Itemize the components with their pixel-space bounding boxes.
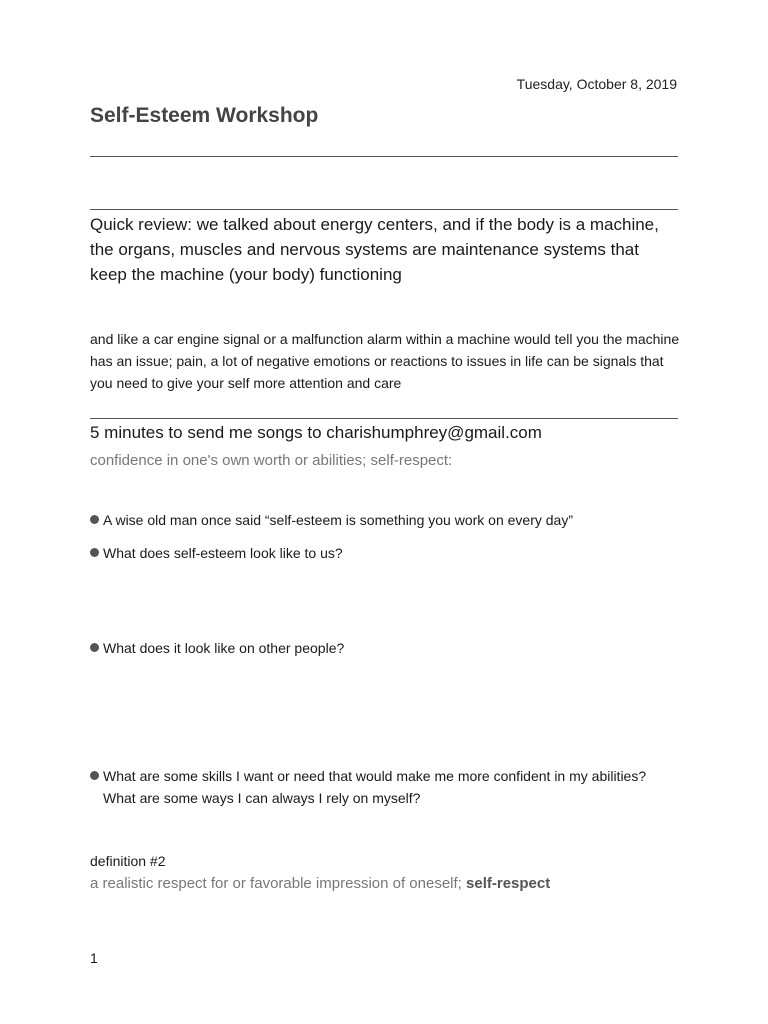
divider-line	[90, 209, 678, 210]
definition-two-label: definition #2	[90, 853, 166, 869]
divider-line	[90, 156, 678, 157]
songs-note: 5 minutes to send me songs to charishumphrey@gmail.com	[90, 423, 542, 442]
quick-review-paragraph: Quick review: we talked about energy centers, and if the body is a machine, the organs, muscles and nervous systems are maintenance systems that keep the machine (your body) functioning	[90, 215, 659, 284]
document-title: Self-Esteem Workshop	[90, 104, 319, 127]
definition-two-emphasis: self-respect	[466, 875, 551, 892]
bullet-text: A wise old man once said “self-esteem is something you work on every day”	[103, 512, 573, 528]
bullet-dot-icon	[90, 771, 99, 780]
bullet-text: What are some skills I want or need that would make me more confident in my abilities? What are some ways I can always I rely on myself?	[103, 768, 647, 806]
bullet-text: What does self-esteem look like to us?	[103, 545, 343, 561]
bullet-item	[90, 509, 650, 531]
bullet-dot-icon	[90, 515, 99, 524]
bullet-dot-icon	[90, 548, 99, 557]
bullet-item	[90, 542, 650, 564]
definition-two-text: a realistic respect for or favorable impression of oneself;	[90, 875, 467, 892]
bullet-dot-icon	[90, 643, 99, 652]
definition-two	[90, 873, 550, 895]
bullet-text: What does it look like on other people?	[103, 640, 345, 656]
bullet-item	[90, 765, 650, 809]
engine-signal-paragraph: and like a car engine signal or a malfunction alarm within a machine would tell you the machine has an issue; pain, a lot of negative emotions or reactions to issues in life can be signals that you need to give your self more attention and care	[90, 331, 680, 391]
definition-one: confidence in one's own worth or abilities; self-respect:	[90, 452, 453, 469]
bullet-item	[90, 637, 650, 659]
divider-line	[90, 418, 678, 419]
page-number: 1	[90, 950, 98, 966]
document-date: Tuesday, October 8, 2019	[516, 76, 677, 92]
